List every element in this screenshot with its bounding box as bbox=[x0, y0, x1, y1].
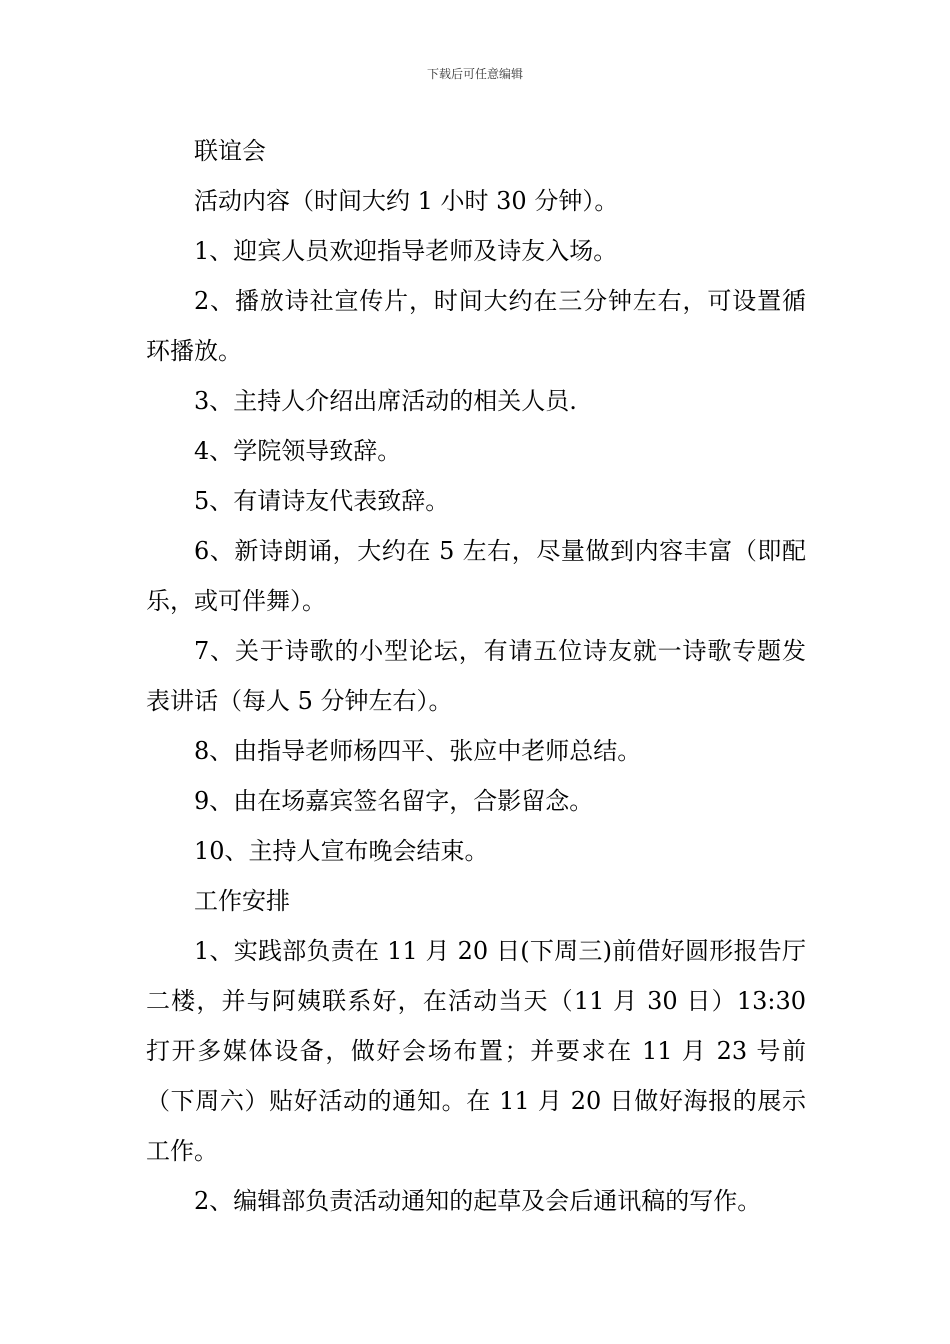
activity-item-10: 10、主持人宣布晚会结束。 bbox=[194, 837, 489, 865]
section-title-party: 联谊会 bbox=[194, 137, 266, 165]
activity-item-3: 3、主持人介绍出席活动的相关人员. bbox=[194, 387, 577, 415]
page-header-note: 下载后可任意编辑 bbox=[426, 67, 523, 81]
activity-item-6: 6、新诗朗诵，大约在 5 左右，尽量做到内容丰富（即配乐，或可伴舞）。 bbox=[146, 537, 806, 615]
activity-content-heading: 活动内容（时间大约 1 小时 30 分钟）。 bbox=[194, 187, 619, 215]
activity-item-2: 2、播放诗社宣传片，时间大约在三分钟左右，可设置循环播放。 bbox=[146, 287, 806, 365]
activity-item-4: 4、学院领导致辞。 bbox=[194, 437, 402, 465]
activity-item-1: 1、迎宾人员欢迎指导老师及诗友入场。 bbox=[194, 237, 618, 265]
activity-item-7: 7、关于诗歌的小型论坛，有请五位诗友就一诗歌专题发表讲话（每人 5 分钟左右）。 bbox=[146, 637, 806, 715]
activity-item-8: 8、由指导老师杨四平、张应中老师总结。 bbox=[194, 737, 642, 765]
work-item-1: 1、实践部负责在 11 月 20 日(下周三)前借好圆形报告厅二楼，并与阿姨联系好，在活动当天（11 月 30 日）13:30 打开多媒体设备，做好会场布置；并要求在 11 月 23 号前（下周六）贴好活动的通知。在 11 月 20 日做好海报的展示工作。 bbox=[146, 937, 806, 1165]
work-arrangement-heading: 工作安排 bbox=[194, 887, 290, 915]
activity-item-9: 9、由在场嘉宾签名留字，合影留念。 bbox=[194, 787, 594, 815]
document-body bbox=[146, 126, 806, 1226]
work-item-2: 2、编辑部负责活动通知的起草及会后通讯稿的写作。 bbox=[194, 1187, 762, 1215]
activity-item-5: 5、有请诗友代表致辞。 bbox=[194, 487, 450, 515]
